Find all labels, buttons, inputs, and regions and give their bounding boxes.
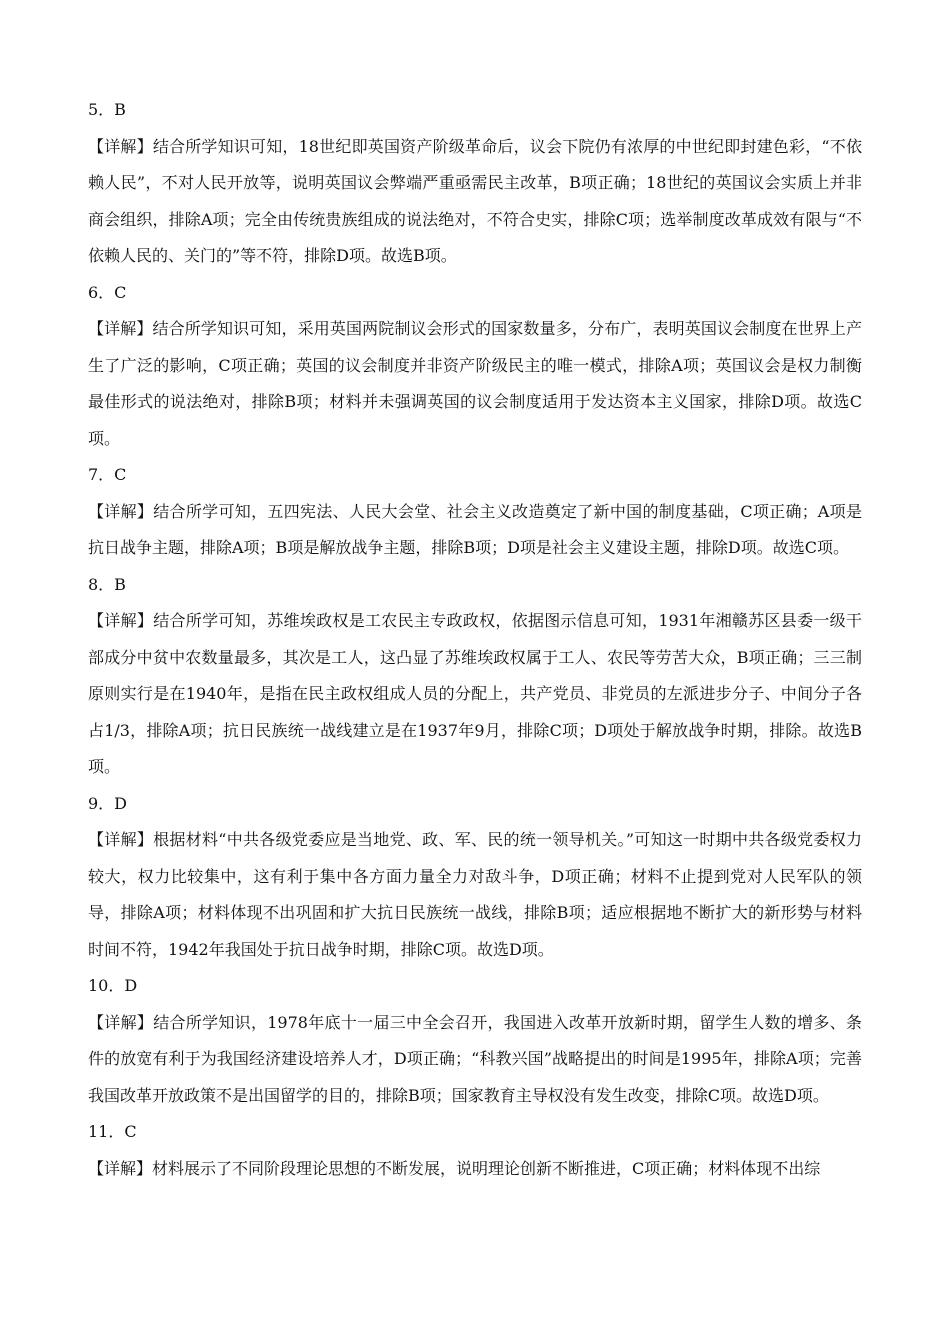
answer-number: 5．B: [88, 100, 126, 119]
explanation-text: 结合所学知识可知，采用英国两院制议会形式的国家数量多，分布广，表明英国议会制度在世界上产生了广泛的影响，C项正确；英国的议会制度并非资产阶级民主的唯一模式，排除A项；英国议会是权力制衡最佳形式的说法绝对，排除B项；材料并未强调英国的议会制度适用于发达资本主义国家，排除D项。故选C项。: [88, 319, 862, 448]
explanation-paragraph: [88, 494, 862, 567]
answer-item: [88, 92, 862, 275]
answer-number: 11．C: [88, 1122, 137, 1141]
explanation-tag: 【详解】: [88, 611, 154, 630]
explanation-text: 结合所学知识可知，18世纪即英国资产阶级革命后，议会下院仍有浓厚的中世纪即封建色彩，“不依赖人民”，不对人民开放等，说明英国议会弊端严重亟需民主改革，B项正确；18世纪的英国议会实质上并非商会组织，排除A项；完全由传统贵族组成的说法绝对，不符合史实，排除C项；选举制度改革成效有限与“不依赖人民的、关门的”等不符，排除D项。故选B项。: [88, 136, 862, 265]
explanation-text: 结合所学知识，1978年底十一届三中全会召开，我国进入改革开放新时期，留学生人数的增多、条件的放宽有利于为我国经济建设培养人才，D项正确；“科教兴国”战略提出的时间是1995年，排除A项；完善我国改革开放政策不是出国留学的目的，排除B项；国家教育主导权没有发生改变，排除C项。故选D项。: [88, 1012, 862, 1105]
explanation-paragraph: [88, 1151, 862, 1188]
explanation-paragraph: [88, 1005, 862, 1115]
explanation-tag: 【详解】: [88, 501, 154, 521]
answer-item: [88, 1114, 862, 1187]
answer-number: 8．B: [88, 574, 126, 594]
answer-item: [88, 786, 862, 969]
explanation-text: 材料展示了不同阶段理论思想的不断发展，说明理论创新不断推进，C项正确；材料体现不出综: [152, 1158, 821, 1178]
answer-item: [88, 275, 862, 458]
explanation-paragraph: [88, 129, 862, 275]
explanation-tag: 【详解】: [88, 319, 153, 338]
answer-number: 7．C: [88, 465, 127, 484]
explanation-tag: 【详解】: [88, 1158, 153, 1178]
explanation-text: 结合所学可知，苏维埃政权是工农民主专政政权，依据图示信息可知，1931年湘赣苏区县委一级干部成分中贫中农数量最多，其次是工人，这凸显了苏维埃政权属于工人、农民等劳苦大众，B项正确；三三制原则实行是在1940年，是指在民主政权组成人员的分配上，共产党员、非党员的左派进步分子、中间分子各占1/3，排除A项；抗日民族统一战线建立是在1937年9月，排除C项；D项处于解放战争时期，排除。故选B项。: [88, 611, 862, 776]
explanation-text: 根据材料“中共各级党委应是当地党、政、军、民的统一领导机关。”可知这一时期中共各级党委权力较大，权力比较集中，这有利于集中各方面力量全力对敌斗争，D项正确；材料不止提到党对人民军队的领导，排除A项；材料体现不出巩固和扩大抗日民族统一战线，排除B项；适应根据地不断扩大的新形势与材料时间不符，1942年我国处于抗日战争时期，排除C项。故选D项。: [88, 830, 862, 959]
answer-item: [88, 567, 862, 786]
explanation-tag: 【详解】: [88, 1012, 154, 1032]
answer-number: 6．C: [88, 282, 127, 302]
explanation-paragraph: [88, 603, 862, 786]
explanation-tag: 【详解】: [88, 830, 154, 849]
explanation-tag: 【详解】: [88, 136, 153, 156]
explanation-paragraph: [88, 822, 862, 968]
answer-number: 9．D: [88, 793, 128, 813]
explanation-text: 结合所学可知，五四宪法、人民大会堂、社会主义改造奠定了新中国的制度基础，C项正确；A项是抗日战争主题，排除A项；B项是解放战争主题，排除B项；D项是社会主义建设主题，排除D项。故选C项。: [88, 501, 862, 557]
explanation-paragraph: [88, 311, 862, 457]
answer-number: 10．D: [88, 976, 138, 995]
answer-item: [88, 968, 862, 1114]
answer-item: [88, 457, 862, 567]
